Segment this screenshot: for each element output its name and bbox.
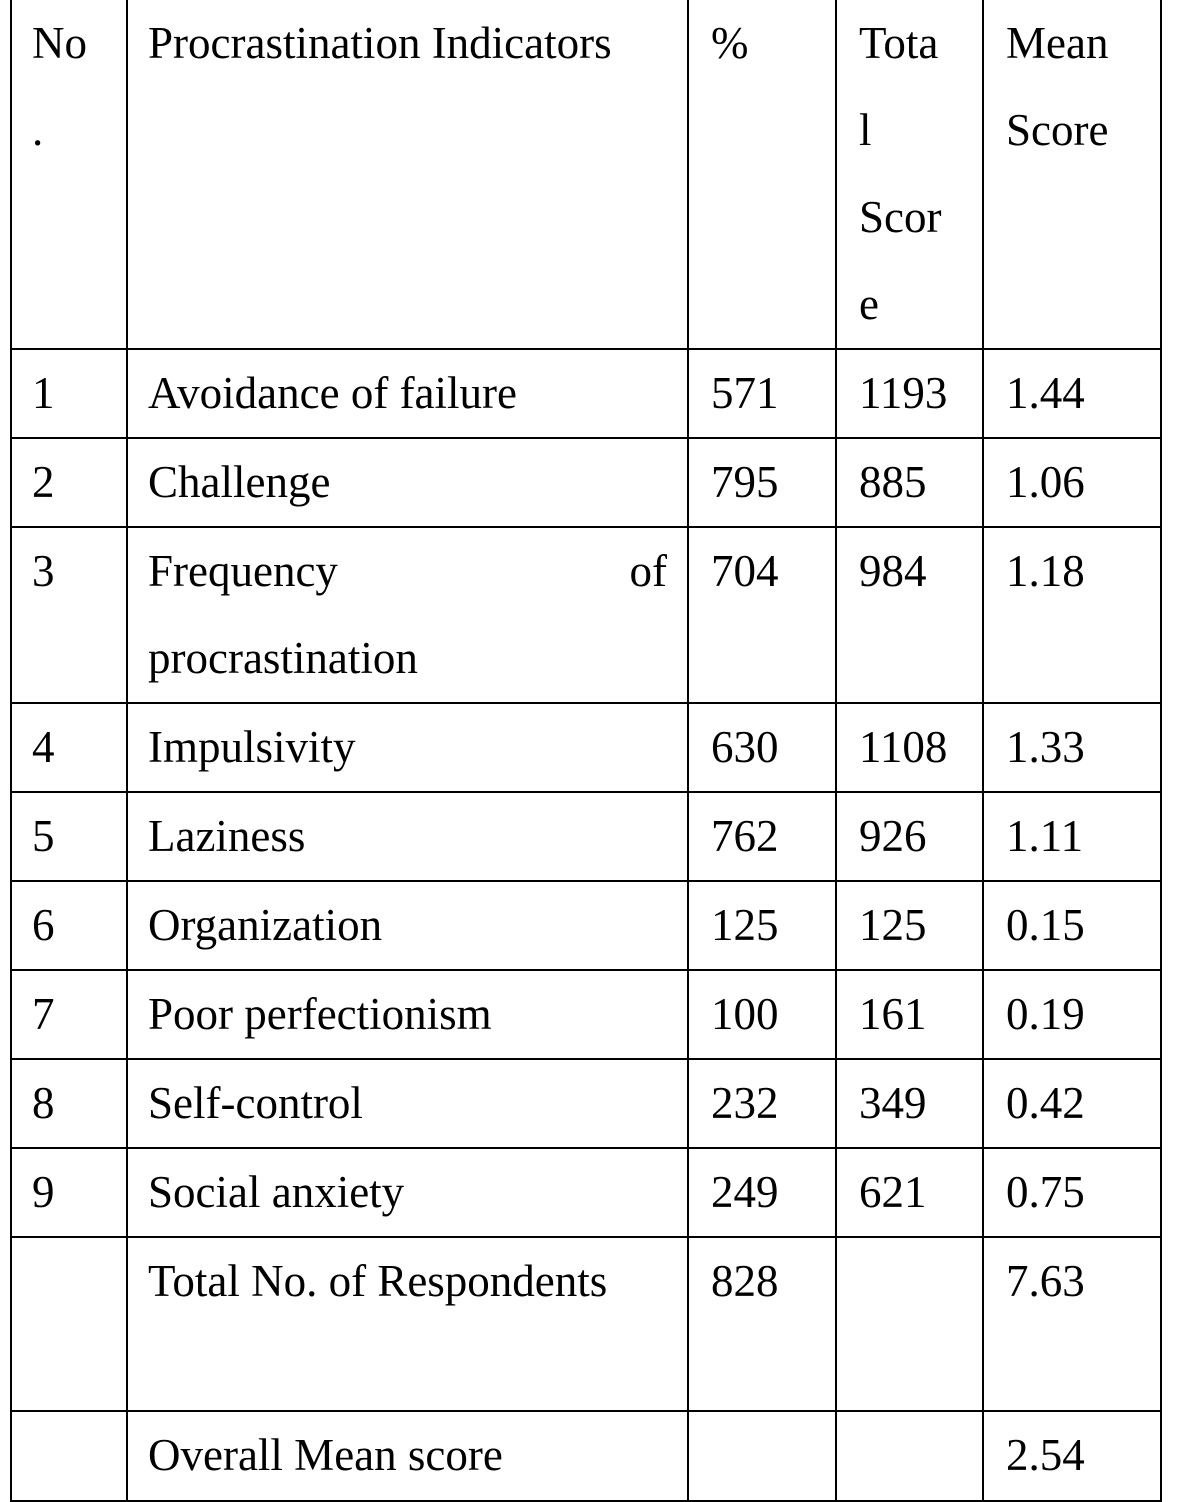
header-mean-score: Mean Score — [983, 0, 1161, 349]
row-mean-score: 0.75 — [983, 1148, 1161, 1237]
header-percent: % — [688, 0, 836, 349]
row-indicator: Challenge — [127, 438, 688, 527]
overall-mean-row — [11, 1411, 1161, 1501]
row-mean-score: 0.42 — [983, 1059, 1161, 1148]
overall-row-mean-score: 2.54 — [983, 1411, 1161, 1501]
total-row-mean-score: 7.63 — [983, 1237, 1161, 1411]
table-row — [11, 792, 1161, 881]
row-indicator: Social anxiety — [127, 1148, 688, 1237]
row-no: 1 — [11, 349, 127, 438]
row-total-score: 1193 — [836, 349, 983, 438]
row-mean-score: 1.33 — [983, 703, 1161, 792]
row-percent: 100 — [688, 970, 836, 1059]
total-row-total-score — [836, 1237, 983, 1411]
overall-row-label: Overall Mean score — [127, 1411, 688, 1501]
row-no: 8 — [11, 1059, 127, 1148]
row-mean-score: 1.06 — [983, 438, 1161, 527]
overall-row-no — [11, 1411, 127, 1501]
row-total-score: 621 — [836, 1148, 983, 1237]
row-total-score: 984 — [836, 527, 983, 703]
total-row-no — [11, 1237, 127, 1411]
row-mean-score: 1.44 — [983, 349, 1161, 438]
row-no: 5 — [11, 792, 127, 881]
row-indicator: Self-control — [127, 1059, 688, 1148]
row-mean-score: 0.19 — [983, 970, 1161, 1059]
row-percent: 795 — [688, 438, 836, 527]
row-mean-score: 1.11 — [983, 792, 1161, 881]
row-percent: 762 — [688, 792, 836, 881]
total-row-label: Total No. of Respondents — [127, 1237, 688, 1411]
row-total-score: 161 — [836, 970, 983, 1059]
row-percent: 704 — [688, 527, 836, 703]
row-no: 9 — [11, 1148, 127, 1237]
row-mean-score: 0.15 — [983, 881, 1161, 970]
overall-row-percent — [688, 1411, 836, 1501]
overall-row-total-score — [836, 1411, 983, 1501]
total-row-percent: 828 — [688, 1237, 836, 1411]
row-no: 6 — [11, 881, 127, 970]
table-row — [11, 1148, 1161, 1237]
row-mean-score: 1.18 — [983, 527, 1161, 703]
row-total-score: 926 — [836, 792, 983, 881]
row-total-score: 1108 — [836, 703, 983, 792]
header-total-score: Tota l Scor e — [836, 0, 983, 349]
row-percent: 571 — [688, 349, 836, 438]
row-indicator: Avoidance of failure — [127, 349, 688, 438]
row-indicator: Impulsivity — [127, 703, 688, 792]
row-indicator: Laziness — [127, 792, 688, 881]
table-header-row — [11, 0, 1161, 349]
procrastination-table — [10, 0, 1162, 1502]
total-respondents-row — [11, 1237, 1161, 1411]
header-no: No . — [11, 0, 127, 349]
row-no: 7 — [11, 970, 127, 1059]
row-percent: 630 — [688, 703, 836, 792]
row-no: 3 — [11, 527, 127, 703]
header-indicator: Procrastination Indicators — [127, 0, 688, 349]
table-row — [11, 881, 1161, 970]
table-row — [11, 349, 1161, 438]
row-indicator: Organization — [127, 881, 688, 970]
row-total-score: 349 — [836, 1059, 983, 1148]
table-row — [11, 703, 1161, 792]
row-no: 2 — [11, 438, 127, 527]
row-total-score: 125 — [836, 881, 983, 970]
row-no: 4 — [11, 703, 127, 792]
row-total-score: 885 — [836, 438, 983, 527]
row-percent: 249 — [688, 1148, 836, 1237]
table-row — [11, 970, 1161, 1059]
table-row — [11, 527, 1161, 703]
row-percent: 232 — [688, 1059, 836, 1148]
row-indicator: Poor perfectionism — [127, 970, 688, 1059]
row-percent: 125 — [688, 881, 836, 970]
table-row — [11, 1059, 1161, 1148]
table-row — [11, 438, 1161, 527]
row-indicator: Frequency of procrastination — [127, 527, 688, 703]
